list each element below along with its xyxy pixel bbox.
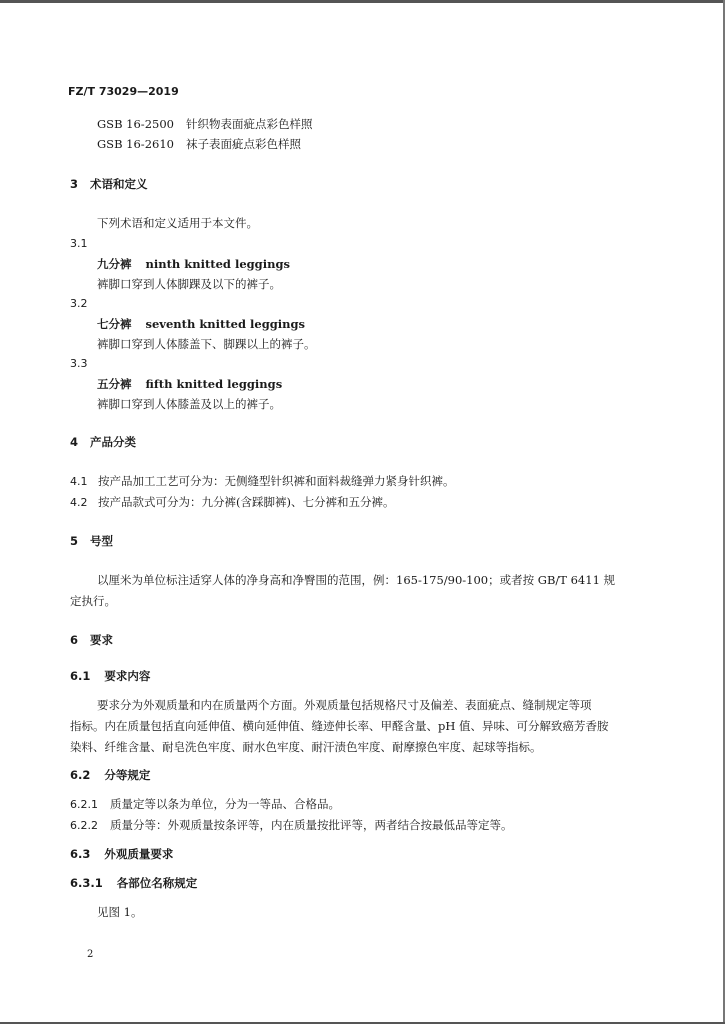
- subsection-6-3-1-heading: [70, 875, 197, 891]
- page-number: 2: [87, 949, 94, 960]
- section-number: 6.1: [70, 669, 91, 683]
- section-number: 4: [70, 435, 79, 449]
- section-title: 产品分类: [90, 435, 137, 449]
- subsection-6-3-heading: [70, 846, 173, 862]
- clause-number: 6.2.2: [70, 819, 98, 832]
- clause-text: 质量定等以条为单位，分为一等品、合格品。: [110, 797, 340, 811]
- paragraph-line: 染料、纤维含量、耐皂洗色牢度、耐水色牢度、耐汗渍色牢度、耐摩擦色牢度、起球等指标。: [70, 740, 542, 754]
- term-name-en: ninth knitted leggings: [145, 257, 290, 271]
- figure-reference: 见图 1。: [97, 905, 143, 919]
- term-name-en: seventh knitted leggings: [145, 317, 306, 331]
- section-number: 6.2: [70, 768, 91, 782]
- section-3-intro: 下列术语和定义适用于本文件。: [97, 216, 258, 230]
- section-3-heading: [70, 176, 148, 192]
- section-title: 要求: [90, 633, 114, 647]
- section-number: 6.3.1: [70, 876, 103, 890]
- page-frame-top: [0, 0, 725, 3]
- section-number: 3: [70, 177, 79, 191]
- section-title: 号型: [90, 534, 114, 548]
- reference-title: 针织物表面疵点彩色样照: [185, 117, 313, 131]
- standard-code: FZ/T 73029—2019: [68, 85, 179, 98]
- section-5-paragraph-line: 定执行。: [70, 594, 116, 608]
- reference-code: GSB 16-2610: [97, 137, 174, 151]
- section-number: 6: [70, 633, 79, 647]
- clause-item: [70, 817, 513, 834]
- clause-number: 6.2.1: [70, 798, 98, 811]
- paragraph-line: 要求分为外观质量和内在质量两个方面。外观质量包括规格尺寸及偏差、表面疵点、缝制规定等项: [97, 698, 592, 712]
- clause-item: [70, 494, 394, 511]
- clause-text: 按产品加工工艺可分为：无侧缝型针织裤和面料裁缝弹力紧身针织裤。: [98, 474, 455, 488]
- term-number: 3.3: [70, 357, 88, 370]
- term-number: 3.2: [70, 297, 88, 310]
- clause-item: [70, 473, 455, 490]
- clause-item: [70, 796, 340, 813]
- subsection-6-1-heading: [70, 668, 150, 684]
- term-definition: 裤脚口穿到人体膝盖及以上的裤子。: [97, 397, 281, 411]
- section-title: 分等规定: [104, 768, 151, 782]
- clause-number: 4.2: [70, 496, 88, 509]
- section-title: 外观质量要求: [104, 847, 174, 861]
- clause-number: 4.1: [70, 475, 88, 488]
- term-name: [97, 256, 290, 272]
- reference-item: [97, 136, 301, 152]
- term-name-zh: 九分裤: [97, 257, 132, 271]
- term-name: [97, 376, 282, 392]
- section-title: 各部位名称规定: [116, 876, 198, 890]
- section-number: 6.3: [70, 847, 91, 861]
- subsection-6-2-heading: [70, 767, 150, 783]
- clause-text: 质量分等：外观质量按条评等，内在质量按批评等，两者结合按最低品等定等。: [110, 818, 513, 832]
- clause-text: 按产品款式可分为：九分裤(含踩脚裤)、七分裤和五分裤。: [98, 495, 395, 509]
- term-name: [97, 316, 305, 332]
- term-definition: 裤脚口穿到人体脚踝及以下的裤子。: [97, 277, 281, 291]
- term-definition: 裤脚口穿到人体膝盖下、脚踝以上的裤子。: [97, 337, 316, 351]
- term-name-en: fifth knitted leggings: [145, 377, 283, 391]
- section-6-heading: [70, 632, 113, 648]
- reference-title: 袜子表面疵点彩色样照: [185, 137, 301, 151]
- reference-item: [97, 116, 312, 132]
- section-title: 术语和定义: [90, 177, 148, 191]
- section-number: 5: [70, 534, 79, 548]
- term-name-zh: 七分裤: [97, 317, 132, 331]
- section-5-heading: [70, 533, 113, 549]
- term-number: 3.1: [70, 237, 88, 250]
- section-title: 要求内容: [104, 669, 151, 683]
- reference-code: GSB 16-2500: [97, 117, 174, 131]
- section-5-paragraph-line: 以厘米为单位标注适穿人体的净身高和净臀围的范围，例：165-175/90-100；或者按 GB/T 6411 规: [97, 573, 616, 587]
- paragraph-line: 指标。内在质量包括直向延伸值、横向延伸值、缝迹伸长率、甲醛含量、pH 值、异味、可分解致癌芳香胺: [70, 719, 609, 733]
- term-name-zh: 五分裤: [97, 377, 132, 391]
- section-4-heading: [70, 434, 136, 450]
